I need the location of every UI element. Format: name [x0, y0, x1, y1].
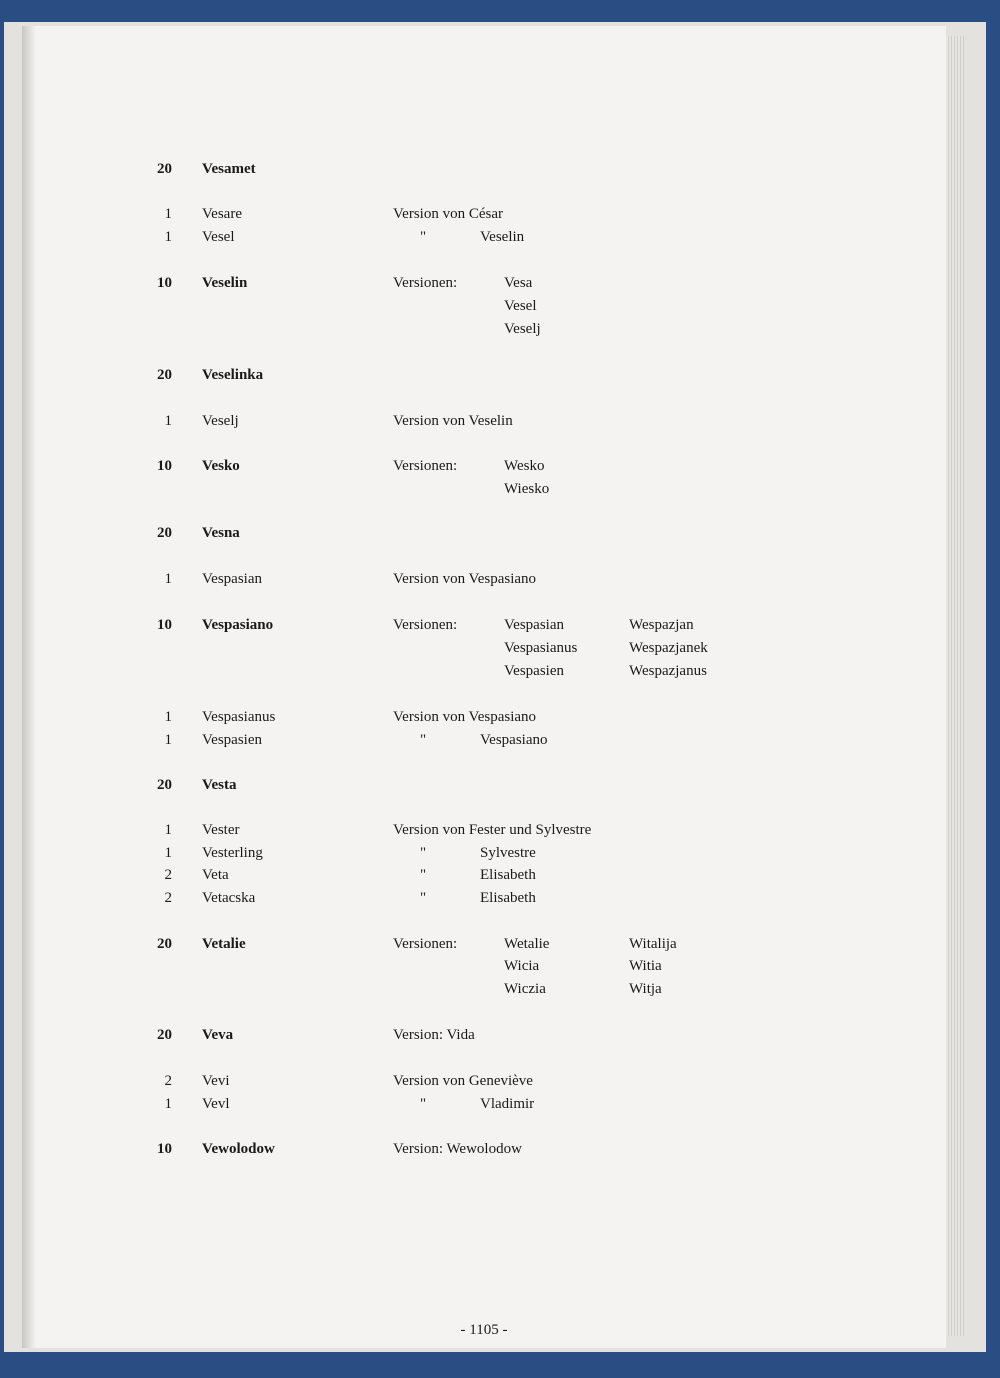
entry-name: Vespasianus [202, 709, 276, 725]
entry-variant: Vespasien [504, 663, 564, 679]
entry-note: Vladimir [480, 1096, 535, 1112]
entry-frequency: 10 [157, 617, 172, 633]
entry-note: Version von Veselin [393, 413, 513, 429]
list-item [22, 1093, 922, 1115]
entry-name: Vester [202, 822, 240, 838]
entry-variant-secondary: Witja [629, 981, 662, 997]
list-item [22, 955, 922, 977]
entry-variant: Veselj [504, 321, 541, 337]
entry-frequency: 20 [157, 161, 172, 177]
entry-name: Vespasian [202, 571, 262, 587]
entry-frequency: 20 [157, 367, 172, 383]
page-number: - 1105 - [460, 1322, 508, 1338]
entry-variant-secondary: Wespazjan [629, 617, 694, 633]
entry-frequency: 1 [164, 206, 172, 222]
entry-frequency: 20 [157, 1027, 172, 1043]
list-item [22, 978, 922, 1000]
entry-note: Version: Wewolodow [393, 1141, 522, 1157]
entry-frequency: 1 [164, 229, 172, 245]
page-edges-right [946, 36, 964, 1336]
entry-name: Veselj [202, 413, 239, 429]
entry-note: Veselin [480, 229, 525, 245]
ditto-mark: " [420, 229, 427, 245]
entry-variant: Wetalie [504, 936, 550, 952]
entry-frequency: 10 [157, 1141, 172, 1157]
entry-frequency: 1 [164, 709, 172, 725]
entry-note: Version von Geneviève [393, 1073, 533, 1089]
ditto-mark: " [420, 1096, 427, 1112]
entry-frequency: 1 [164, 845, 172, 861]
entry-name: Vespasiano [202, 617, 274, 633]
entry-name: Vevi [202, 1073, 230, 1089]
entry-name: Vesna [202, 525, 240, 541]
list-item [22, 660, 922, 682]
entry-note: Version von César [393, 206, 503, 222]
list-item [22, 842, 922, 864]
list-item [22, 203, 922, 225]
entry-name: Vevl [202, 1096, 230, 1112]
list-item [22, 295, 922, 317]
list-item [22, 158, 922, 180]
list-item [22, 455, 922, 477]
ditto-mark: " [420, 845, 427, 861]
entry-variant: Vesa [504, 275, 533, 291]
entry-variant-secondary: Witalija [629, 936, 677, 952]
entry-frequency: 10 [157, 458, 172, 474]
entry-frequency: 2 [164, 867, 172, 883]
list-item [22, 864, 922, 886]
entry-note: Version von Vespasiano [393, 571, 537, 587]
entry-name: Vewolodow [202, 1141, 275, 1157]
list-item [22, 522, 922, 544]
list-item [22, 410, 922, 432]
entry-frequency: 2 [164, 890, 172, 906]
list-item [22, 478, 922, 500]
book-page [22, 26, 946, 1348]
entry-frequency: 20 [157, 525, 172, 541]
entry-variant: Vesel [504, 298, 537, 314]
entry-name: Vesterling [202, 845, 263, 861]
ditto-mark: " [420, 890, 427, 906]
list-item [22, 318, 922, 340]
entry-frequency: 1 [164, 413, 172, 429]
entry-frequency: 1 [164, 1096, 172, 1112]
entry-frequency: 2 [164, 1073, 172, 1089]
entry-frequency: 1 [164, 822, 172, 838]
entry-note: Versionen: [393, 275, 458, 291]
entry-name: Vesel [202, 229, 235, 245]
entry-note: Elisabeth [480, 890, 536, 906]
entry-note: Version von Fester und Sylvestre [393, 822, 592, 838]
entry-name: Vetalie [202, 936, 246, 952]
entry-name: Vetacska [202, 890, 256, 906]
entry-frequency: 20 [157, 936, 172, 952]
list-item [22, 226, 922, 248]
entry-name: Veta [202, 867, 229, 883]
entry-variant: Vespasian [504, 617, 564, 633]
list-item [22, 774, 922, 796]
entry-name: Veselin [202, 275, 248, 291]
entry-note: Version: Vida [393, 1027, 475, 1043]
list-item [22, 819, 922, 841]
entry-note: Versionen: [393, 458, 458, 474]
entry-note: Elisabeth [480, 867, 536, 883]
entry-variant: Wesko [504, 458, 545, 474]
entry-note: Versionen: [393, 936, 458, 952]
entry-note: Versionen: [393, 617, 458, 633]
entry-name: Vespasien [202, 732, 262, 748]
ditto-mark: " [420, 867, 427, 883]
list-item [22, 364, 922, 386]
entry-name: Vesamet [202, 161, 256, 177]
entry-name: Vesko [202, 458, 240, 474]
list-item [22, 614, 922, 636]
list-item [22, 637, 922, 659]
entry-note: Vespasiano [480, 732, 548, 748]
list-item [22, 933, 922, 955]
list-item [22, 1024, 922, 1046]
list-item [22, 568, 922, 590]
list-item [22, 1138, 922, 1160]
ditto-mark: " [420, 732, 427, 748]
entry-variant-secondary: Wespazjanek [629, 640, 708, 656]
entry-name: Vesare [202, 206, 242, 222]
entry-name: Veva [202, 1027, 234, 1043]
entry-frequency: 10 [157, 275, 172, 291]
entry-note: Sylvestre [480, 845, 536, 861]
list-item [22, 272, 922, 294]
entry-frequency: 1 [164, 732, 172, 748]
entry-variant: Wiesko [504, 481, 550, 497]
list-item [22, 887, 922, 909]
entry-variant-secondary: Witia [629, 958, 662, 974]
list-item [22, 706, 922, 728]
entry-name: Vesta [202, 777, 237, 793]
entry-frequency: 1 [164, 571, 172, 587]
entry-note: Version von Vespasiano [393, 709, 537, 725]
list-item [22, 729, 922, 751]
entry-variant-secondary: Wespazjanus [629, 663, 707, 679]
entry-variant: Wiczia [504, 981, 546, 997]
list-item [22, 1070, 922, 1092]
entry-variant: Vespasianus [504, 640, 578, 656]
entry-name: Veselinka [202, 367, 264, 383]
entry-frequency: 20 [157, 777, 172, 793]
entry-variant: Wicia [504, 958, 540, 974]
